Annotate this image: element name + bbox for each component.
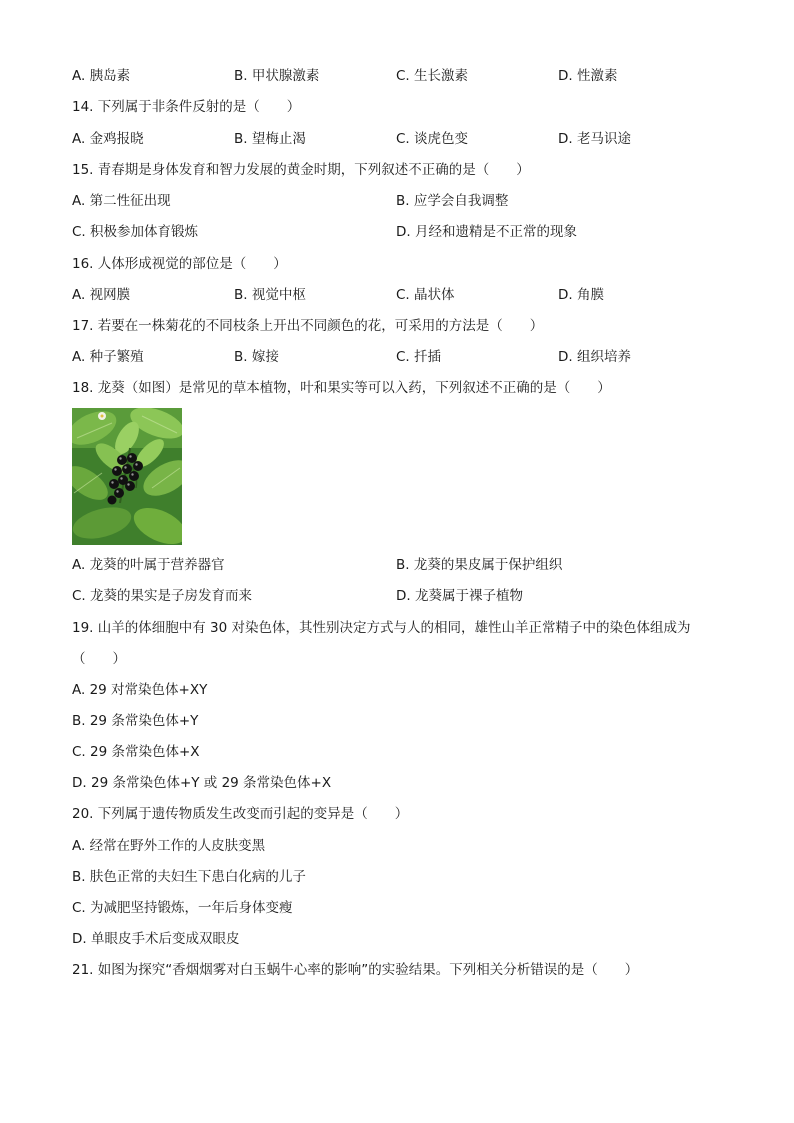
q13-option-c: C. 生长激素: [396, 68, 469, 84]
q20-option-c: C. 为减肥坚持锻炼，一年后身体变瘦: [72, 900, 293, 916]
q20-stem: 20. 下列属于遗传物质发生改变而引起的变异是（ ）: [72, 806, 409, 822]
q21-stem: 21. 如图为探究“香烟烟雾对白玉蜗牛心率的影响”的实验结果。下列相关分析错误的是（ ）: [72, 962, 639, 978]
q16-stem: 16. 人体形成视觉的部位是（ ）: [72, 256, 287, 272]
q17-option-c: C. 扦插: [396, 349, 442, 365]
q15-option-d: D. 月经和遗精是不正常的现象: [396, 224, 577, 240]
q14-option-b: B. 望梅止渴: [234, 131, 306, 147]
q16-option-c: C. 晶状体: [396, 287, 455, 303]
q17-option-a: A. 种子繁殖: [72, 349, 144, 365]
q14-option-c: C. 谈虎色变: [396, 131, 469, 147]
q19-option-b: B. 29 条常染色体+Y: [72, 713, 199, 729]
q13-option-d: D. 性激素: [558, 68, 618, 84]
q18-option-b: B. 龙葵的果皮属于保护组织: [396, 557, 563, 573]
q17-option-d: D. 组织培养: [558, 349, 631, 365]
q19-option-a: A. 29 对常染色体+XY: [72, 682, 208, 698]
q15-stem: 15. 青春期是身体发育和智力发展的黄金时期，下列叙述不正确的是（ ）: [72, 162, 530, 178]
q17-option-b: B. 嫁接: [234, 349, 279, 365]
q14-stem: 14. 下列属于非条件反射的是（ ）: [72, 99, 301, 115]
q19-stem-cont: （ ）: [72, 651, 126, 667]
q19-option-c: C. 29 条常染色体+X: [72, 744, 200, 760]
q20-option-b: B. 肤色正常的夫妇生下患白化病的儿子: [72, 869, 306, 885]
q16-option-a: A. 视网膜: [72, 287, 131, 303]
q19-stem: 19. 山羊的体细胞中有 30 对染色体，其性别决定方式与人的相同，雄性山羊正常精子中的染色体组成为: [72, 620, 691, 636]
q15-option-a: A. 第二性征出现: [72, 193, 171, 209]
q17-stem: 17. 若要在一株菊花的不同枝条上开出不同颜色的花，可采用的方法是（ ）: [72, 318, 544, 334]
q20-option-a: A. 经常在野外工作的人皮肤变黑: [72, 838, 266, 854]
q16-option-d: D. 角膜: [558, 287, 604, 303]
q13-option-b: B. 甲状腺激素: [234, 68, 320, 84]
q15-option-b: B. 应学会自我调整: [396, 193, 509, 209]
q18-option-c: C. 龙葵的果实是子房发育而来: [72, 588, 253, 604]
q18-stem: 18. 龙葵（如图）是常见的草本植物，叶和果实等可以入药，下列叙述不正确的是（ ）: [72, 380, 611, 396]
q14-option-d: D. 老马识途: [558, 131, 631, 147]
nightshade-plant-photo: [72, 408, 182, 545]
q14-option-a: A. 金鸡报晓: [72, 131, 144, 147]
q16-option-b: B. 视觉中枢: [234, 287, 306, 303]
q18-option-d: D. 龙葵属于裸子植物: [396, 588, 523, 604]
q19-option-d: D. 29 条常染色体+Y 或 29 条常染色体+X: [72, 775, 332, 791]
q18-option-a: A. 龙葵的叶属于营养器官: [72, 557, 225, 573]
q15-option-c: C. 积极参加体育锻炼: [72, 224, 199, 240]
q13-option-a: A. 胰岛素: [72, 68, 131, 84]
q20-option-d: D. 单眼皮手术后变成双眼皮: [72, 931, 240, 947]
